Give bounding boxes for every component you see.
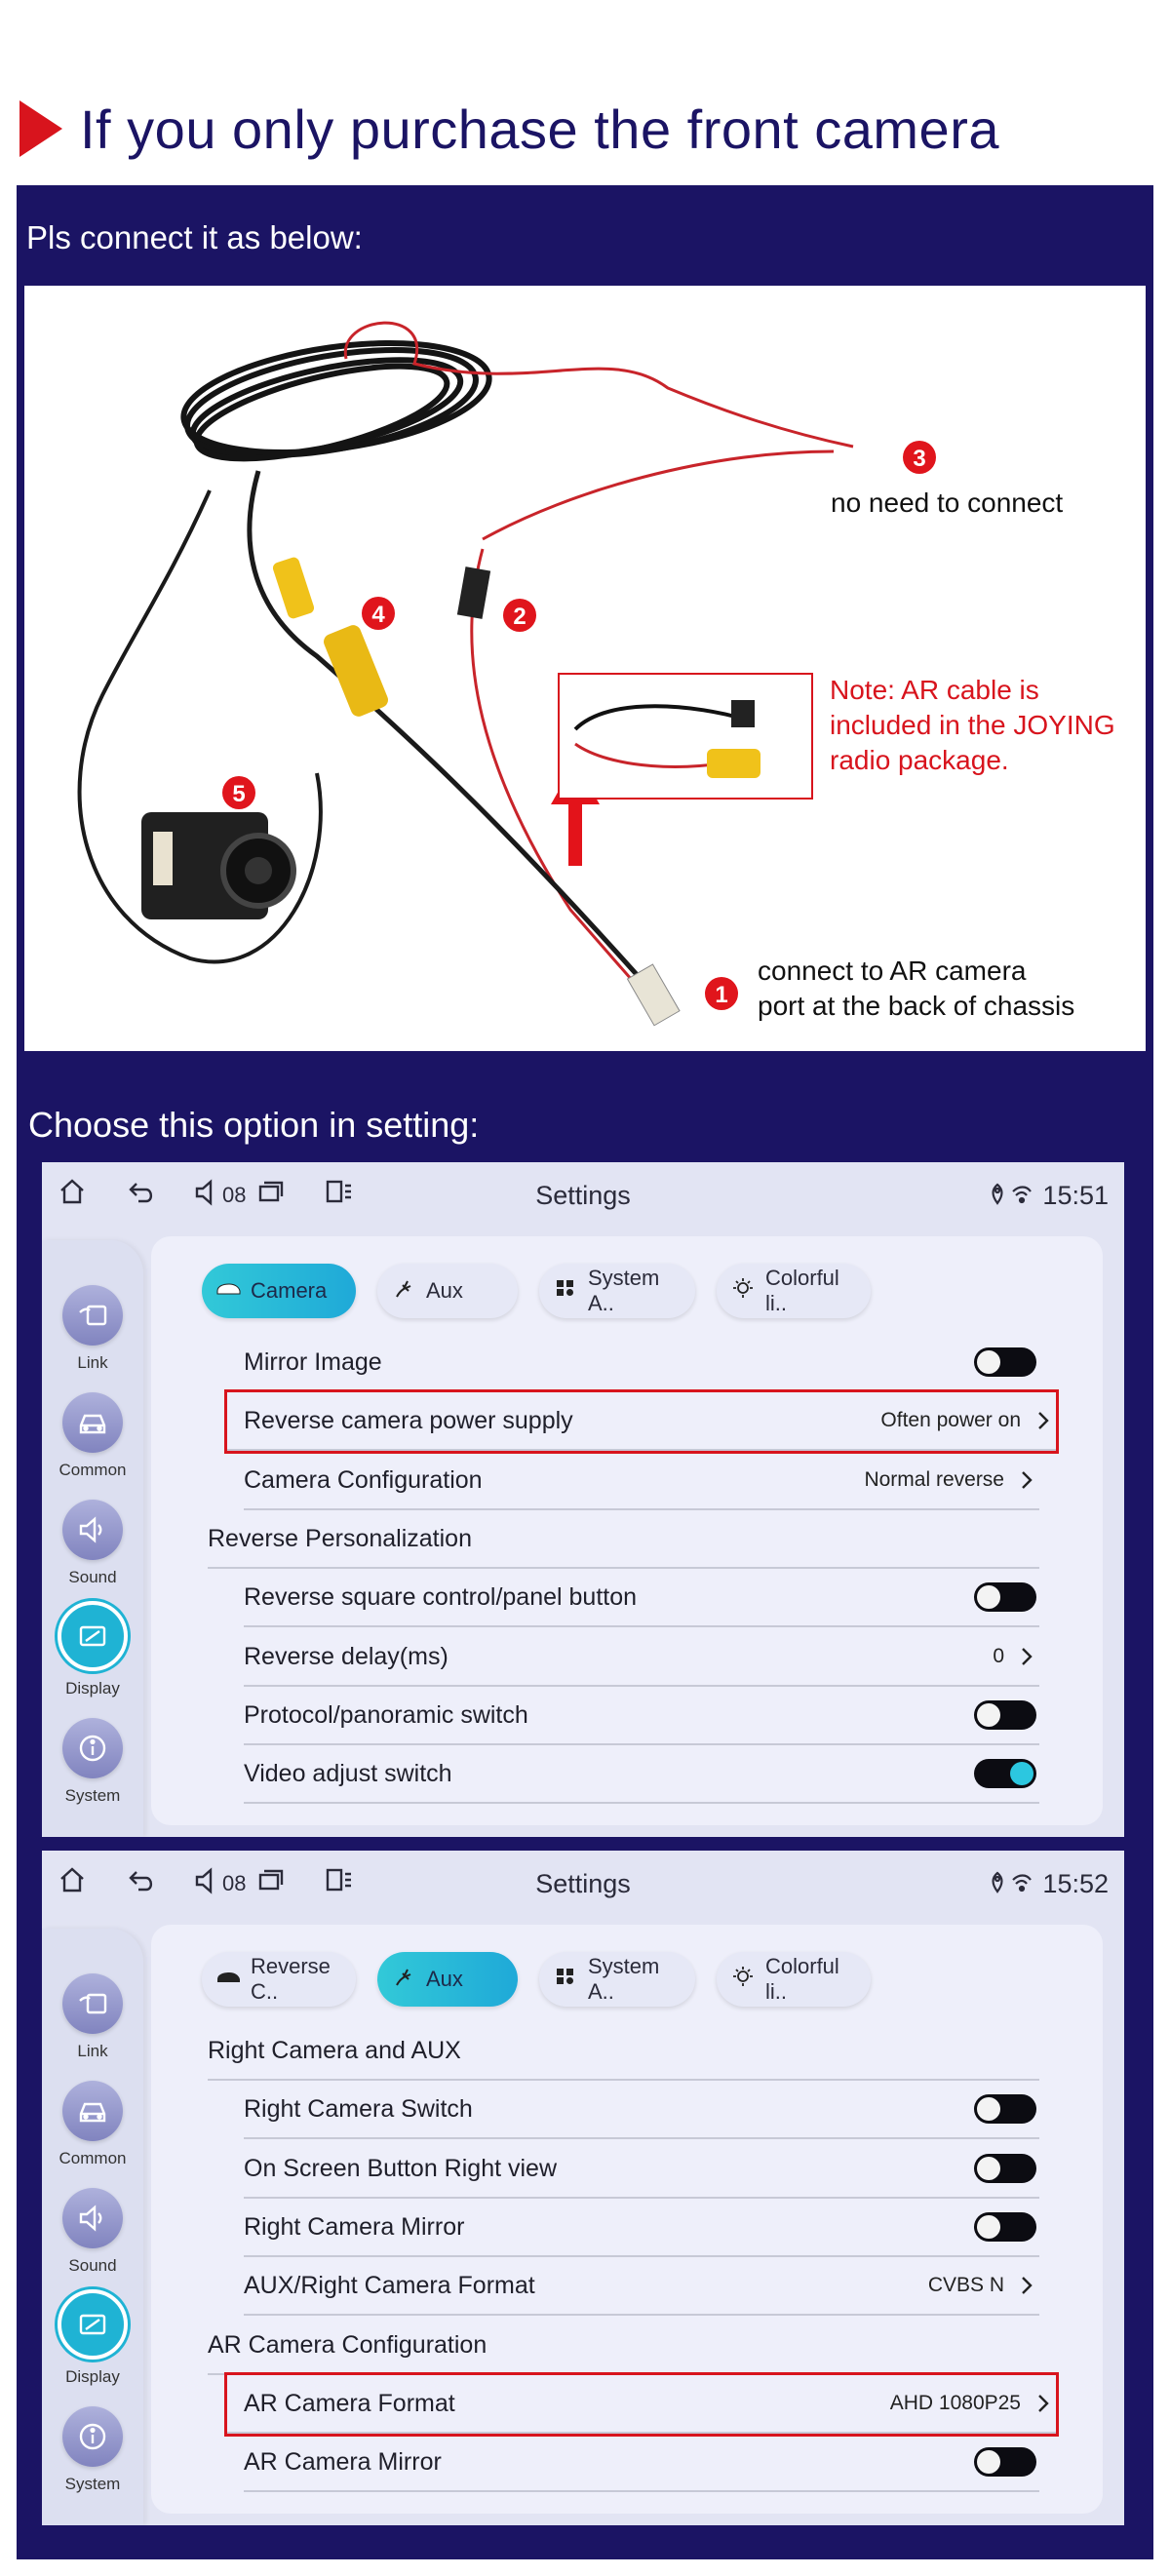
setting-label: AR Camera Configuration — [208, 2330, 488, 2359]
headline — [20, 90, 999, 168]
tab-label: System A.. — [588, 1266, 660, 1315]
location-wifi-icon — [990, 1180, 1033, 1212]
wiring-photo — [24, 286, 1146, 1051]
page-heading: If you only purchase the front camera — [80, 98, 999, 160]
car-icon — [62, 1392, 123, 1453]
setting-value: Often power on — [880, 1409, 1021, 1431]
chevron-right-icon[interactable] — [1036, 1410, 1050, 1431]
setting-value: CVBS N — [927, 2274, 1004, 2296]
side-rail — [42, 1240, 143, 1837]
display-icon — [58, 2289, 128, 2360]
setting-label: On Screen Button Right view — [244, 2154, 557, 2182]
toggle-switch[interactable] — [974, 1582, 1036, 1612]
settings-card — [151, 1236, 1103, 1825]
toggle-switch[interactable] — [974, 1347, 1036, 1377]
car-icon — [62, 2081, 123, 2141]
display-icon — [58, 1601, 128, 1671]
setting-label: AUX/Right Camera Format — [244, 2271, 535, 2299]
section-header — [208, 2317, 1039, 2375]
speaker-icon — [62, 2188, 123, 2248]
setting-label: Reverse Personalization — [208, 1524, 472, 1552]
chevron-right-icon[interactable] — [1020, 1469, 1034, 1491]
setting-label: AR Camera Mirror — [244, 2447, 442, 2476]
rail-item-label: Display — [65, 1679, 120, 1698]
car-icon — [215, 1966, 241, 1993]
status-indicators — [990, 1180, 1109, 1212]
status-bar — [42, 1162, 1124, 1229]
setting-row[interactable] — [227, 2375, 1056, 2434]
choose-instructions: Choose this option in setting: — [28, 1105, 480, 1145]
marker-1 — [705, 977, 738, 1010]
camera-body — [141, 812, 293, 919]
toggle-switch[interactable] — [974, 1700, 1036, 1730]
tab-reverse-c[interactable] — [202, 1952, 356, 2007]
status-bar — [42, 1851, 1124, 1917]
link-icon — [62, 1973, 123, 2034]
note-line-2: included in the JOYING — [830, 710, 1115, 740]
svg-text:2: 2 — [513, 604, 526, 630]
tab-bar — [202, 1264, 871, 1318]
setting-label: Reverse delay(ms) — [244, 1642, 448, 1670]
svg-text:3: 3 — [913, 446, 926, 472]
rail-item-label: System — [64, 2475, 121, 2493]
toggle-switch[interactable] — [974, 2212, 1036, 2242]
svg-text:4: 4 — [371, 602, 385, 628]
tab-aux[interactable] — [377, 1952, 518, 2007]
toggle-switch[interactable] — [974, 2154, 1036, 2183]
toggle-switch[interactable] — [974, 1759, 1036, 1788]
setting-row[interactable] — [227, 1392, 1056, 1451]
marker-4 — [362, 597, 395, 630]
yellow-rca-connector — [271, 556, 390, 719]
light-icon — [730, 1277, 756, 1305]
setting-label: Reverse camera power supply — [244, 1406, 573, 1434]
svg-text:5: 5 — [232, 781, 246, 807]
location-wifi-icon — [990, 1868, 1033, 1900]
settings-screen-aux — [42, 1851, 1124, 2525]
info-icon — [62, 2406, 123, 2467]
tab-label: Camera — [251, 1278, 328, 1303]
status-indicators — [990, 1868, 1109, 1900]
tab-camera[interactable] — [202, 1264, 356, 1318]
red-triangle-marker — [20, 100, 62, 157]
info-icon — [62, 1718, 123, 1778]
clock: 15:51 — [1042, 1181, 1109, 1210]
rail-item-link[interactable] — [42, 1973, 143, 2061]
setting-row[interactable] — [244, 1452, 1039, 1510]
screen-title: Settings — [535, 1869, 631, 1898]
screen-title: Settings — [535, 1181, 631, 1210]
rail-item-label: Common — [58, 2149, 127, 2167]
setting-row[interactable] — [244, 2434, 1039, 2492]
marker-5 — [222, 776, 255, 809]
rail-item-system[interactable] — [42, 1718, 143, 1806]
tab-label: Colorful li.. — [765, 1266, 839, 1315]
note-line-3: radio package. — [830, 745, 1009, 775]
tab-bar — [202, 1952, 871, 2007]
rail-item-system[interactable] — [42, 2406, 143, 2494]
speaker-icon — [62, 1500, 123, 1560]
setting-label: Reverse square control/panel button — [244, 1582, 638, 1611]
setting-label: Protocol/panoramic switch — [244, 1700, 528, 1729]
setting-value: 0 — [993, 1645, 1004, 1667]
volume-level: 08 — [222, 1183, 247, 1207]
setting-label: Mirror Image — [244, 1347, 382, 1376]
rail-item-sound[interactable] — [42, 1500, 143, 1587]
setting-row[interactable] — [244, 2257, 1039, 2316]
rail-item-common[interactable] — [42, 1392, 143, 1480]
toggle-switch[interactable] — [974, 2447, 1036, 2477]
label-no-need: no need to connect — [831, 488, 1064, 518]
label-connect-2: port at the back of chassis — [758, 991, 1075, 1021]
setting-row[interactable] — [244, 1334, 1039, 1392]
rail-item-common[interactable] — [42, 2081, 143, 2168]
rail-item-label: Sound — [68, 1568, 117, 1586]
setting-row[interactable] — [244, 2081, 1039, 2139]
tab-system-a[interactable] — [539, 1264, 695, 1318]
setting-row[interactable] — [244, 1745, 1039, 1804]
grid-icon — [553, 1966, 578, 1993]
toggle-switch[interactable] — [974, 2094, 1036, 2124]
label-connect-1: connect to AR camera — [758, 956, 1027, 986]
clock: 15:52 — [1042, 1869, 1109, 1898]
coiled-cable — [176, 327, 495, 478]
car-icon — [215, 1277, 241, 1305]
tab-label: Colorful li.. — [765, 1954, 839, 2004]
tab-colorful-li[interactable] — [717, 1952, 871, 2007]
setting-row[interactable] — [244, 1628, 1039, 1687]
rail-item-label: Display — [65, 2367, 120, 2386]
section-header — [208, 2022, 1039, 2081]
setting-row[interactable] — [244, 2199, 1039, 2257]
setting-value: Normal reverse — [864, 1468, 1004, 1491]
setting-label: Camera Configuration — [244, 1465, 483, 1494]
setting-row[interactable] — [244, 1569, 1039, 1627]
chevron-right-icon[interactable] — [1020, 2275, 1034, 2296]
side-rail — [42, 1929, 143, 2525]
setting-label: Right Camera Mirror — [244, 2212, 465, 2241]
tab-label: Aux — [426, 1278, 463, 1303]
tab-aux[interactable] — [377, 1264, 518, 1318]
rail-item-label: Link — [77, 2042, 108, 2060]
tab-label: System A.. — [588, 1954, 660, 2004]
plug-icon — [391, 1277, 416, 1305]
rail-item-display[interactable] — [42, 1601, 143, 1698]
marker-3 — [903, 441, 936, 474]
rail-item-label: System — [64, 1786, 121, 1805]
setting-label: Video adjust switch — [244, 1759, 452, 1787]
section-header — [208, 1510, 1039, 1569]
note-line-1: Note: AR cable is — [830, 675, 1039, 705]
rail-item-label: Common — [58, 1461, 127, 1479]
rail-item-label: Link — [77, 1353, 108, 1372]
settings-screen-camera — [42, 1162, 1124, 1837]
settings-card — [151, 1925, 1103, 2514]
setting-label: Right Camera Switch — [244, 2094, 473, 2123]
grid-icon — [553, 1277, 578, 1305]
plug-icon — [391, 1966, 416, 1993]
setting-row[interactable] — [244, 1687, 1039, 1745]
volume-level: 08 — [222, 1871, 247, 1895]
link-icon — [62, 1285, 123, 1346]
chevron-right-icon[interactable] — [1036, 2393, 1050, 2414]
chevron-right-icon[interactable] — [1020, 1646, 1034, 1667]
setting-label: AR Camera Format — [244, 2389, 455, 2417]
connect-instructions: Pls connect it as below: — [26, 219, 363, 255]
tab-system-a[interactable] — [539, 1952, 695, 2007]
rail-item-display[interactable] — [42, 2289, 143, 2387]
setting-label: Right Camera and AUX — [208, 2036, 461, 2064]
setting-row[interactable] — [244, 2140, 1039, 2199]
rail-item-label: Sound — [68, 2256, 117, 2275]
tab-colorful-li[interactable] — [717, 1264, 871, 1318]
marker-2 — [503, 599, 536, 632]
rail-item-link[interactable] — [42, 1285, 143, 1373]
tab-label: Aux — [426, 1967, 463, 1991]
tab-label: Reverse C.. — [251, 1954, 331, 2004]
svg-text:1: 1 — [715, 982, 728, 1008]
setting-value: AHD 1080P25 — [889, 2392, 1021, 2414]
ar-cable-inset — [559, 674, 812, 799]
rail-item-sound[interactable] — [42, 2188, 143, 2276]
light-icon — [730, 1966, 756, 1993]
